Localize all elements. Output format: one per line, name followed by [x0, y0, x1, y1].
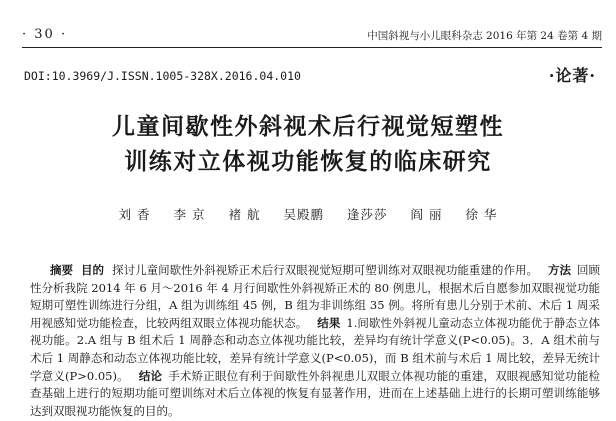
author: 吴殿鹏: [283, 207, 324, 222]
author: 刘 香: [118, 207, 151, 222]
doi: DOI:10.3969/J.ISSN.1005-328X.2016.04.010: [24, 69, 301, 83]
author: 褚 航: [228, 207, 261, 222]
abstract: [30, 262, 600, 420]
methods-text: 回顾性分析我院 2014 年 6 月～2016 年 4 月行间歇性外斜视矫正术的 80 例患儿，根据术后自愿参加双眼视觉功能短期可塑性训练进行分组，A 组为训练组 45 例，B 组为非训练组 35 例。将所有患儿分别于术前、术后 1 周采用视感知觉功能检查，比较两组双眼立体视功能状态。: [30, 263, 601, 330]
results-label: 结果: [317, 315, 341, 330]
section-label: ·论著·: [548, 66, 596, 85]
page-number: · 30 ·: [22, 27, 68, 42]
running-header: [22, 27, 602, 48]
results-text: 1.间歇性外斜视儿童动态立体视功能优于静态立体视功能。2.A 组与 B 组术后 1 周静态和动态立体视功能比较，差异均有统计学意义(P<0.05)。3．A 组术前与术后 1 周静态和动态立体视功能比较，差异有统计学意义(P<0.05)，而 B 组术前与术后 1 周比较，差异无统计学意义(P>0.05)。: [30, 315, 601, 383]
objective-label: 目的: [81, 263, 105, 277]
methods-label: 方法: [547, 263, 572, 277]
section-text: 论著: [555, 66, 590, 85]
conclusion-text: 手术矫正眼位有利于间歇性外斜视患儿双眼立体视功能的重建，双眼视感知觉功能检查基础上进行的短期功能可塑训练对术后立体视的恢复有显著作用，进而在上述基础上进行的长期可塑训练能够达到双眼视功能恢复的目的。: [30, 368, 601, 418]
article-title-line-2: 训练对立体视功能恢复的临床研究: [124, 149, 492, 175]
author: 徐 华: [465, 207, 498, 222]
journal-name: 中国斜视与小儿眼科杂志 2016 年第 24 卷第 4 期: [367, 30, 602, 42]
page-number-value: 30: [34, 27, 55, 42]
author-list: [0, 205, 616, 223]
objective-text: 探讨儿童间歇性外斜视矫正术后行双眼视觉短期可塑训练对双眼视功能重建的作用。: [112, 263, 538, 277]
article-title-line-1: 儿童间歇性外斜视术后行视觉短塑性: [112, 114, 504, 140]
author: 阎 丽: [410, 207, 443, 222]
conclusion-label: 结论: [138, 368, 163, 383]
abstract-label: 摘要: [50, 263, 74, 277]
author: 李 京: [173, 207, 206, 222]
author: 逢莎莎: [346, 207, 388, 222]
